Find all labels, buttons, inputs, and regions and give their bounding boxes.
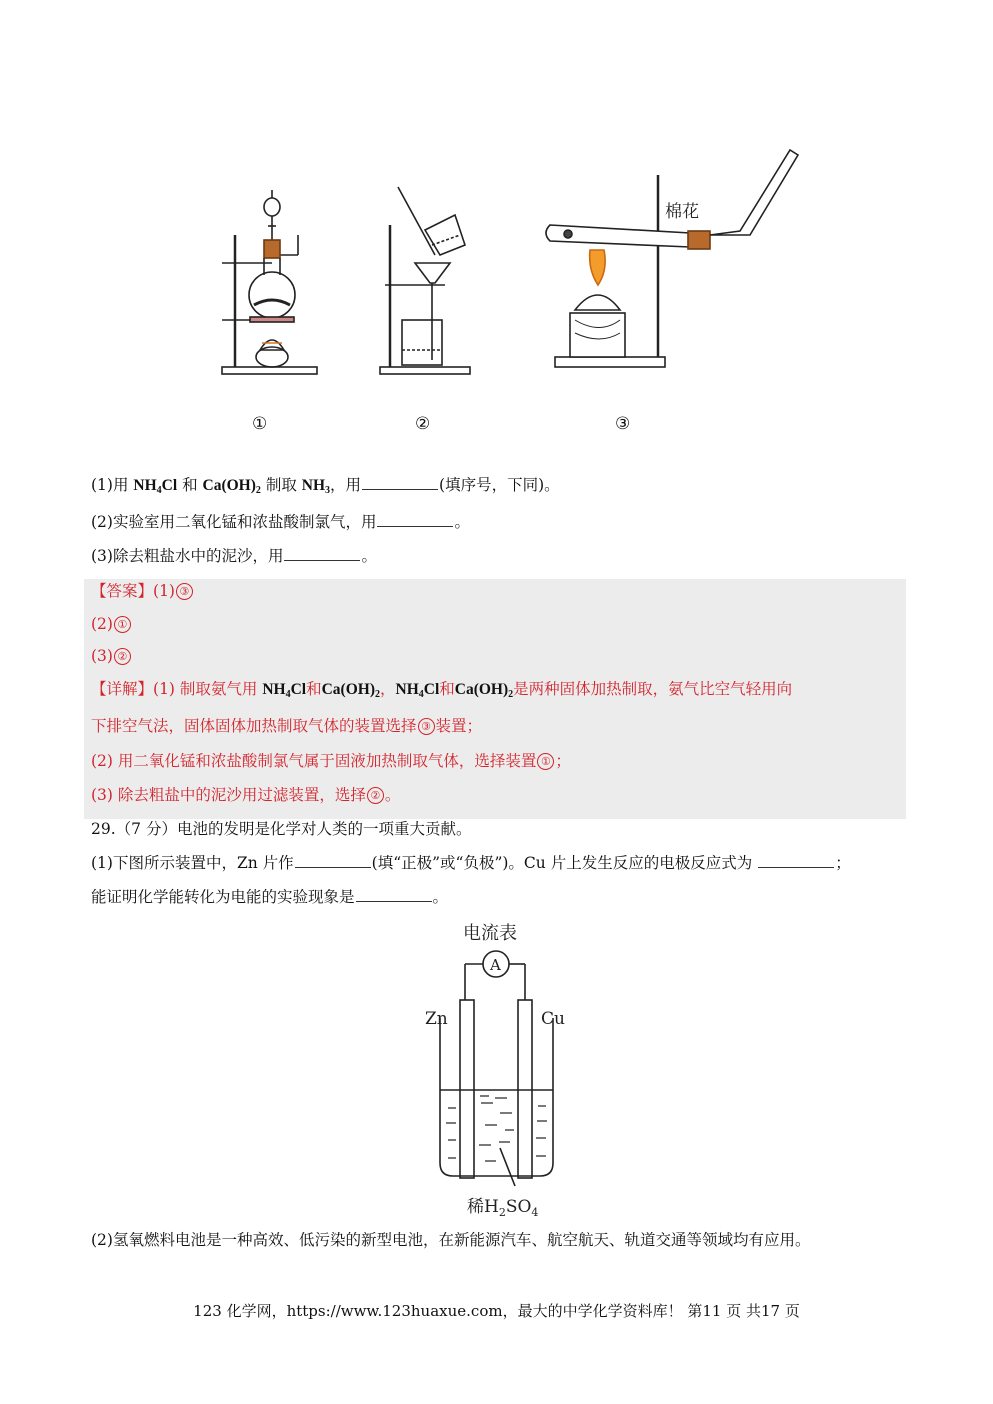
q29-line-1: (1)下图所示装置中，Zn 片作 (填“正极”或“负极”)。Cu 片上发生反应的电极反应式为 ；	[91, 854, 851, 872]
q28-line-3: (3)除去粗盐水中的泥沙，用 。	[91, 547, 377, 565]
answer-blank[interactable]	[295, 852, 371, 868]
q28-line-2: (2)实验室用二氧化锰和浓盐酸制氯气，用 。	[91, 513, 470, 531]
galvanic-cell-figure	[415, 918, 585, 1223]
ammeter-letter: A	[490, 956, 501, 974]
cotton-label: 棉花	[665, 202, 699, 222]
cu-label: Cu	[541, 1009, 565, 1029]
q29-line-2: 能证明化学能转化为电能的实验现象是 。	[91, 888, 449, 906]
figure-label-2: ②	[415, 414, 431, 434]
apparatus-3	[546, 150, 798, 367]
answer-blank[interactable]	[377, 511, 453, 527]
acid-label: 稀$H_2SO_4$	[467, 1197, 539, 1219]
zn-label: Zn	[425, 1009, 448, 1029]
figure-label-3: ③	[615, 414, 631, 434]
page-footer: 123 化学网，https://www.123huaxue.com，最大的中学化学资料库！ 第11 页 共17 页	[193, 1302, 800, 1320]
detail-line-2: 下排空气法，固体固体加热制取气体的装置选择 ③ 装置；	[91, 717, 483, 735]
answer-blank[interactable]	[356, 886, 432, 902]
q29-line-3: (2)氢氧燃料电池是一种高效、低污染的新型电池，在新能源汽车、航空航天、轨道交通等领域均有应用。	[91, 1231, 811, 1249]
answer-blank[interactable]	[362, 474, 438, 490]
apparatus-1	[222, 190, 317, 374]
q28-line-1: (1)用 $NH_4Cl$ 和 $Ca(OH)_2$ 制取 $NH_3$，用 (填序号，下同)。	[91, 476, 560, 496]
detail-line-1: 【详解】(1) 制取氨气用 $NH_4Cl$和$Ca(OH)_2$，$NH_4Cl$和$Ca(OH)_2$是两种固体加热制取，氨气比空气轻用向	[91, 680, 793, 700]
apparatus-figures	[210, 135, 810, 385]
q29-title: 29.（7 分）电池的发明是化学对人类的一项重大贡献。	[91, 820, 472, 838]
apparatus-2	[380, 187, 470, 374]
answer-line-2: (2) ①	[91, 613, 132, 635]
answer-blank[interactable]	[758, 852, 834, 868]
ammeter-title: 电流表	[463, 923, 517, 944]
detail-line-4: (3) 除去粗盐中的泥沙用过滤装置，选择 ② 。	[91, 786, 401, 804]
answer-line-3: (3) ②	[91, 645, 132, 667]
detail-line-3: (2) 用二氧化锰和浓盐酸制氯气属于固液加热制取气体，选择装置 ① ；	[91, 752, 571, 770]
figure-label-1: ①	[252, 414, 268, 434]
answer-line-1: 【答案】(1) ③	[91, 580, 194, 602]
answer-blank[interactable]	[284, 545, 360, 561]
